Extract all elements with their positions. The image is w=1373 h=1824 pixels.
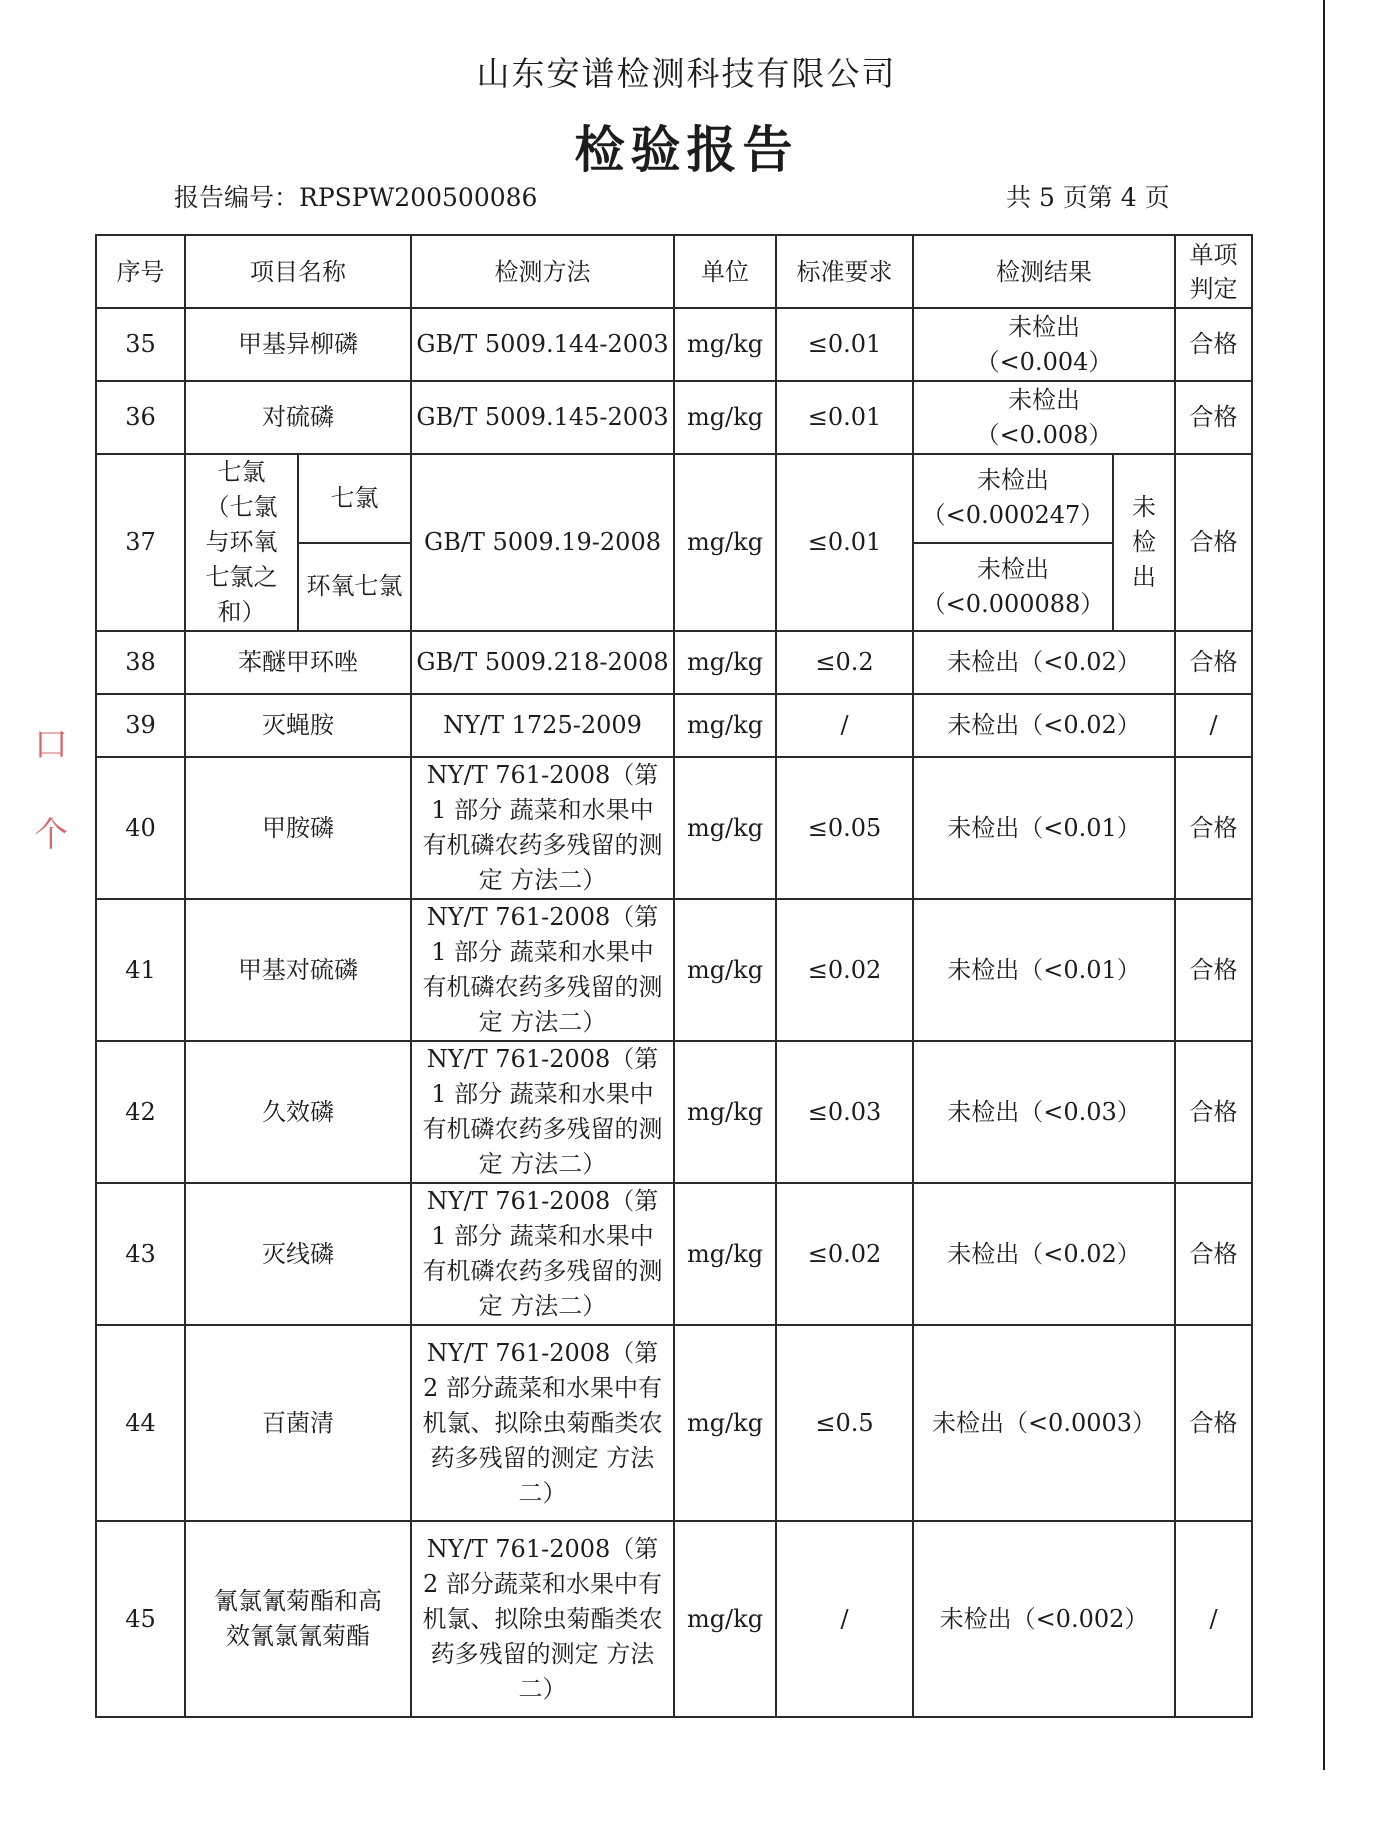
row-item-name: 甲基异柳磷 [185,308,411,381]
row-standard: ≤0.01 [776,454,913,631]
row-unit: mg/kg [674,631,776,694]
row-judgment: 合格 [1175,757,1252,899]
margin-stamp-mark-top: 口 [34,725,68,765]
row-method: NY/T 761-2008（第 1 部分 蔬菜和水果中有机磷农药多残留的测定 方法二） [411,1183,674,1325]
row-result: 未检出（<0.02） [913,631,1175,694]
row-method: NY/T 761-2008（第 2 部分蔬菜和水果中有机氯、拟除虫菊酯类农药多残留的测定 方法二） [411,1521,674,1717]
table-row [96,308,1252,381]
row-item-name: 灭蝇胺 [185,694,411,757]
col-header-judgment: 单项判定 [1175,235,1252,308]
row-standard: ≤0.2 [776,631,913,694]
col-header-no: 序号 [96,235,185,308]
row-judgment: 合格 [1175,381,1252,454]
row-judgment: 合格 [1175,1183,1252,1325]
row-judgment: 合格 [1175,899,1252,1041]
row-item-name: 七氯（七氯与环氧七氯之和） [185,454,298,631]
row-no: 44 [96,1325,185,1521]
row-judgment: 合格 [1175,308,1252,381]
page-edge-line [1323,0,1325,1770]
sub-item-name: 七氯 [298,454,411,543]
table-row [96,757,1252,899]
row-method: GB/T 5009.145-2003 [411,381,674,454]
row-no: 43 [96,1183,185,1325]
row-method: NY/T 761-2008（第 1 部分 蔬菜和水果中有机磷农药多残留的测定 方法二） [411,1041,674,1183]
table-row [96,1521,1252,1717]
row-no: 38 [96,631,185,694]
row-result: 未检出（<0.02） [913,694,1175,757]
row-method: NY/T 761-2008（第 1 部分 蔬菜和水果中有机磷农药多残留的测定 方法二） [411,757,674,899]
row-no: 35 [96,308,185,381]
table-row [96,1325,1252,1521]
row-item-name: 百菌清 [185,1325,411,1521]
row-item-name: 甲胺磷 [185,757,411,899]
row-no: 40 [96,757,185,899]
row-unit: mg/kg [674,1041,776,1183]
report-number: 报告编号：RPSPW200500086 [174,183,538,212]
row-judgment: / [1175,1521,1252,1717]
row-no: 45 [96,1521,185,1717]
table-row [96,1041,1252,1183]
row-method: NY/T 761-2008（第 2 部分蔬菜和水果中有机氯、拟除虫菊酯类农药多残留的测定 方法二） [411,1325,674,1521]
table-row [96,381,1252,454]
table-row [96,694,1252,757]
row-item-name: 氰氯氰菊酯和高效氰氯氰菊酯 [185,1521,411,1717]
row-result: 未检出 （<0.004） [913,308,1175,381]
row-standard: ≤0.01 [776,381,913,454]
row-standard: ≤0.01 [776,308,913,381]
row-item-name: 久效磷 [185,1041,411,1183]
row-method: NY/T 761-2008（第 1 部分 蔬菜和水果中有机磷农药多残留的测定 方法二） [411,899,674,1041]
table-row [96,454,1252,543]
row-standard: / [776,1521,913,1717]
col-header-unit: 单位 [674,235,776,308]
row-item-name: 甲基对硫磷 [185,899,411,1041]
sub-item-result: 未检出 （<0.000088） [913,543,1113,632]
row-no: 42 [96,1041,185,1183]
results-table [95,234,1253,1718]
margin-stamp-mark-bottom: 个 [34,815,68,855]
row-result: 未检出（<0.01） [913,899,1175,1041]
table-row [96,631,1252,694]
col-header-result: 检测结果 [913,235,1175,308]
row-judgment: 合格 [1175,1041,1252,1183]
row-result: 未检出（<0.01） [913,757,1175,899]
col-header-item: 项目名称 [185,235,411,308]
row-standard: ≤0.02 [776,1183,913,1325]
row-unit: mg/kg [674,308,776,381]
row-item-name: 苯醚甲环唑 [185,631,411,694]
row-result: 未检出（<0.02） [913,1183,1175,1325]
row-item-name: 对硫磷 [185,381,411,454]
row-no: 37 [96,454,185,631]
row-result: 未检出（<0.03） [913,1041,1175,1183]
row-unit: mg/kg [674,454,776,631]
row-unit: mg/kg [674,381,776,454]
col-header-method: 检测方法 [411,235,674,308]
row-judgment: 合格 [1175,1325,1252,1521]
table-row [96,899,1252,1041]
table-row [96,1183,1252,1325]
row-no: 39 [96,694,185,757]
company-name: 山东安谱检测科技有限公司 [476,54,897,93]
row-unit: mg/kg [674,1325,776,1521]
row-no: 36 [96,381,185,454]
report-title: 检验报告 [574,120,799,179]
sub-item-result: 未检出 （<0.000247） [913,454,1113,543]
row-judgment: 合格 [1175,454,1252,631]
row-standard: ≤0.5 [776,1325,913,1521]
row-standard: ≤0.05 [776,757,913,899]
row-unit: mg/kg [674,1183,776,1325]
row-method: GB/T 5009.144-2003 [411,308,674,381]
page-info: 共 5 页第 4 页 [1006,183,1170,212]
row-unit: mg/kg [674,899,776,1041]
row-method: NY/T 1725-2009 [411,694,674,757]
row-method: GB/T 5009.218-2008 [411,631,674,694]
sub-item-name: 环氧七氯 [298,543,411,632]
row-judgment: / [1175,694,1252,757]
col-header-standard: 标准要求 [776,235,913,308]
row-standard: ≤0.02 [776,899,913,1041]
row-unit: mg/kg [674,1521,776,1717]
row-standard: ≤0.03 [776,1041,913,1183]
row-unit: mg/kg [674,757,776,899]
row-method: GB/T 5009.19-2008 [411,454,674,631]
table-header-row [96,235,1252,308]
row-standard: / [776,694,913,757]
row-no: 41 [96,899,185,1041]
combined-result: 未检出 [1113,454,1175,631]
row-result: 未检出（<0.002） [913,1521,1175,1717]
row-item-name: 灭线磷 [185,1183,411,1325]
row-unit: mg/kg [674,694,776,757]
row-result: 未检出 （<0.008） [913,381,1175,454]
row-result: 未检出（<0.0003） [913,1325,1175,1521]
row-judgment: 合格 [1175,631,1252,694]
